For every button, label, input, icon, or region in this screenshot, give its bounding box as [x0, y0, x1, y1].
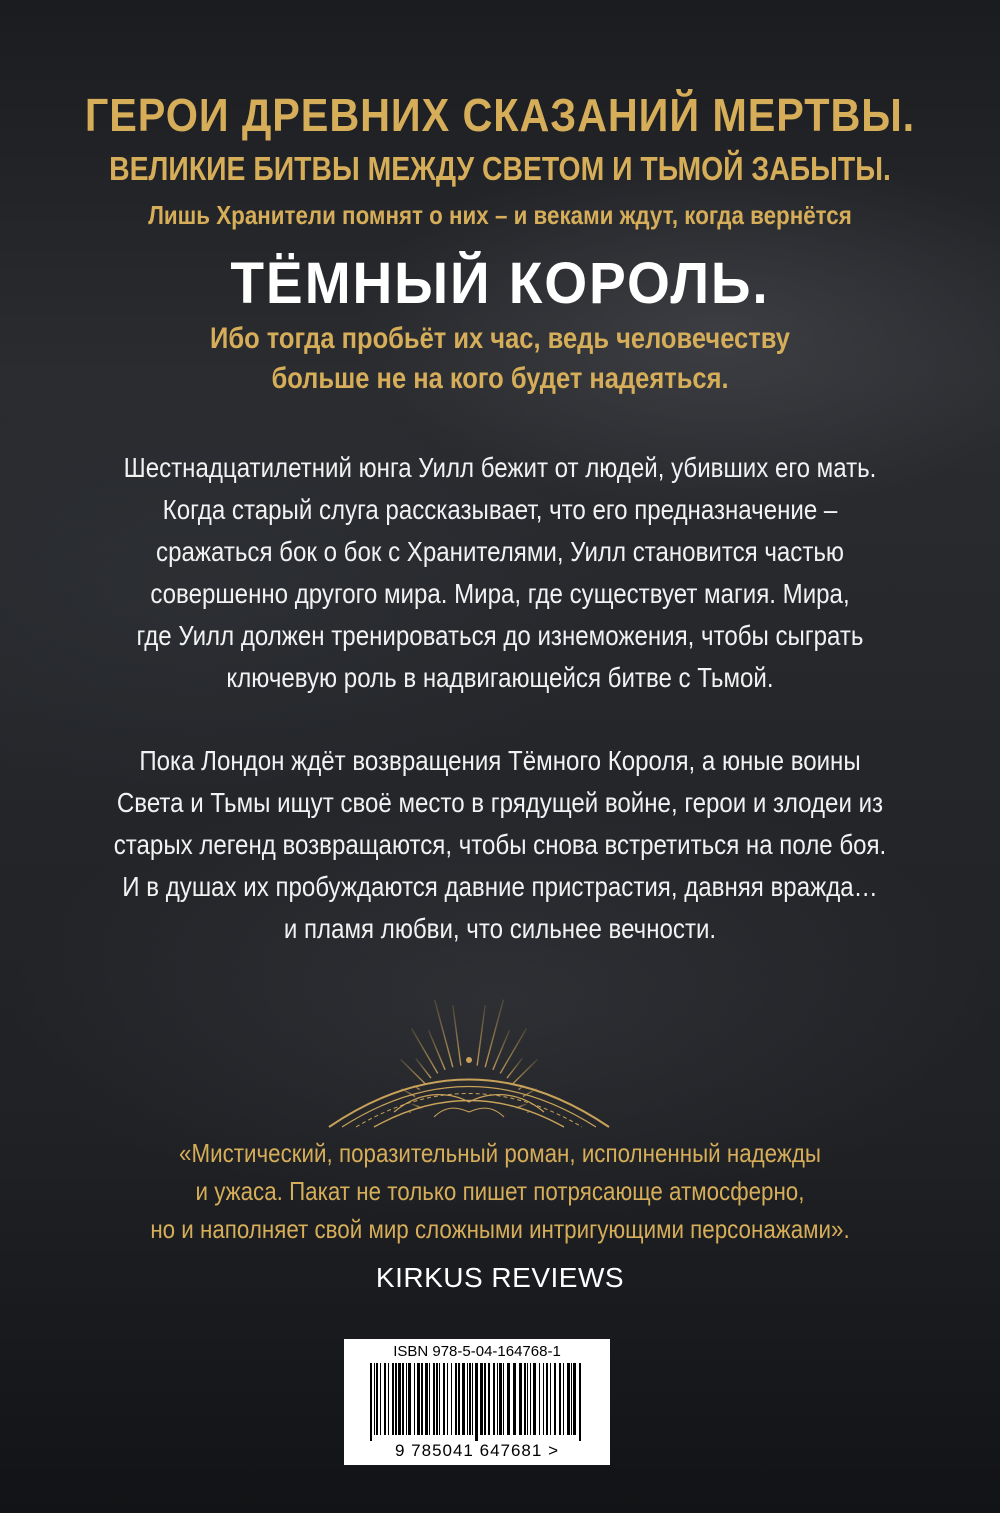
tagline-line: больше не на кого будет надеяться.: [271, 362, 729, 395]
barcode-bar: [507, 1363, 510, 1435]
synopsis-line: ключевую роль в надвигающейся битве с Тьмой.: [226, 662, 774, 693]
barcode-bar: [388, 1363, 389, 1435]
barcode-bar: [533, 1363, 536, 1435]
synopsis-line: старых легенд возвращаются, чтобы снова встретиться на поле боя.: [113, 829, 887, 860]
barcode-bar: [550, 1363, 551, 1435]
synopsis-line: и пламя любви, что сильнее вечности.: [283, 913, 717, 944]
barcode-bar: [524, 1363, 526, 1435]
barcode-bar: [451, 1363, 452, 1435]
sun-ray: [477, 1005, 485, 1065]
tagline-line: Ибо тогда пробьёт их час, ведь человечеству: [210, 322, 790, 355]
barcode-bar: [447, 1363, 448, 1435]
barcode-bar: [433, 1363, 435, 1435]
barcode-bar: [579, 1363, 581, 1441]
headline-line-1: ГЕРОИ ДРЕВНИХ СКАЗАНИЙ МЕРТВЫ.: [84, 89, 916, 141]
synopsis-line: где Уилл должен тренироваться до изнеможения, чтобы сыграть: [136, 620, 864, 651]
headline-line-3: Лишь Хранители помнят о них – и веками ждут, когда вернётся: [148, 200, 852, 230]
barcode-bar: [543, 1363, 544, 1435]
barcode-bar: [458, 1363, 460, 1435]
sun-ray: [500, 1029, 526, 1074]
barcode-bar: [398, 1363, 401, 1435]
barcode-bar: [513, 1363, 516, 1435]
barcode-bar: [480, 1363, 483, 1435]
synopsis-line: Когда старый слуга рассказывает, что его предназначение –: [162, 494, 838, 525]
sun-ray: [412, 1029, 438, 1074]
barcode-bar: [469, 1363, 471, 1435]
barcode-bar: [475, 1363, 478, 1441]
barcode-bar: [439, 1363, 440, 1435]
sun-ray: [435, 1000, 453, 1068]
rising-sun-icon: [284, 962, 654, 1132]
review-quote-line: «Мистический, поразительный роман, исполненный надежды: [179, 1138, 821, 1168]
synopsis-line: И в душах их пробуждаются давние пристрастия, давняя вражда…: [122, 871, 878, 902]
synopsis-line: Света и Тьмы ищут своё место в грядущей войне, герои и злодеи из: [116, 787, 884, 818]
barcode-bar: [472, 1363, 473, 1435]
barcode-bar: [554, 1363, 556, 1435]
barcode-bar: [425, 1363, 428, 1435]
barcode-bar: [488, 1363, 490, 1435]
barcode-bar: [467, 1363, 468, 1435]
barcode-bar: [519, 1363, 522, 1435]
barcode-bar: [376, 1363, 378, 1435]
barcode-bar: [539, 1363, 540, 1435]
barcode-bar: [408, 1363, 411, 1435]
barcode-bar: [455, 1363, 457, 1435]
synopsis-line: сражаться бок о бок с Хранителями, Уилл становится частью: [156, 536, 844, 567]
barcode-bar: [493, 1363, 495, 1435]
barcode-bar: [563, 1363, 564, 1435]
barcode-bar: [497, 1363, 498, 1435]
barcode-bar: [527, 1363, 528, 1435]
barcode-icon: [370, 1363, 586, 1441]
barcode-bar: [370, 1363, 372, 1441]
synopsis-line: Шестнадцатилетний юнга Уилл бежит от людей, убивших его мать.: [123, 452, 877, 483]
barcode-bar: [417, 1363, 420, 1435]
barcode-bar: [503, 1363, 504, 1435]
book-title: ТЁМНЫЙ КОРОЛЬ.: [230, 251, 770, 316]
barcode-bar: [443, 1363, 445, 1435]
synopsis-line: Пока Лондон ждёт возвращения Тёмного Короля, а юные воины: [139, 745, 861, 776]
barcode-bar: [546, 1363, 548, 1435]
review-quote-line: но и наполняет свой мир сложными интригующими персонажами».: [150, 1214, 850, 1244]
synopsis-line: совершенно другого мира. Мира, где существует магия. Мира,: [150, 578, 850, 609]
sun-ray: [416, 1058, 431, 1078]
headline-line-2: ВЕЛИКИЕ БИТВЫ МЕЖДУ СВЕТОМ И ТЬМОЙ ЗАБЫТЫ.: [109, 150, 891, 187]
barcode-bar: [571, 1363, 572, 1435]
barcode-bar: [573, 1363, 576, 1435]
barcode-bar: [436, 1363, 438, 1435]
sun-ray: [513, 1060, 537, 1084]
barcode-bar: [567, 1363, 570, 1435]
barcode-bar: [395, 1363, 397, 1435]
sun-ray: [485, 1000, 503, 1068]
sun-ray: [453, 1005, 461, 1065]
sun-ray: [401, 1060, 425, 1084]
barcode-bar: [414, 1363, 415, 1435]
sun-ray: [507, 1058, 522, 1078]
barcode-bar: [462, 1363, 465, 1435]
barcode-bar: [530, 1363, 531, 1435]
barcode-bar: [484, 1363, 486, 1435]
barcode-panel: [344, 1339, 610, 1465]
barcode-bar: [429, 1363, 430, 1435]
review-quote-line: и ужаса. Пакат не только пишет потрясающе атмосферно,: [195, 1176, 805, 1206]
barcode-digits: 9 785041 647681 >: [394, 1441, 559, 1460]
barcode-bar: [559, 1363, 561, 1435]
barcode-bar: [499, 1363, 502, 1435]
barcode-bar: [402, 1363, 404, 1435]
review-source: KIRKUS REVIEWS: [375, 1262, 625, 1293]
barcode-bar: [406, 1363, 407, 1435]
barcode-bar: [380, 1363, 381, 1435]
barcode-bar: [392, 1363, 394, 1435]
isbn-label: ISBN 978-5-04-164768-1: [393, 1343, 561, 1360]
sun-ray: [493, 1030, 510, 1070]
barcode-bar: [384, 1363, 386, 1435]
barcode-bar: [421, 1363, 423, 1435]
barcode-bar: [374, 1363, 375, 1435]
sun-ray: [429, 1030, 446, 1070]
